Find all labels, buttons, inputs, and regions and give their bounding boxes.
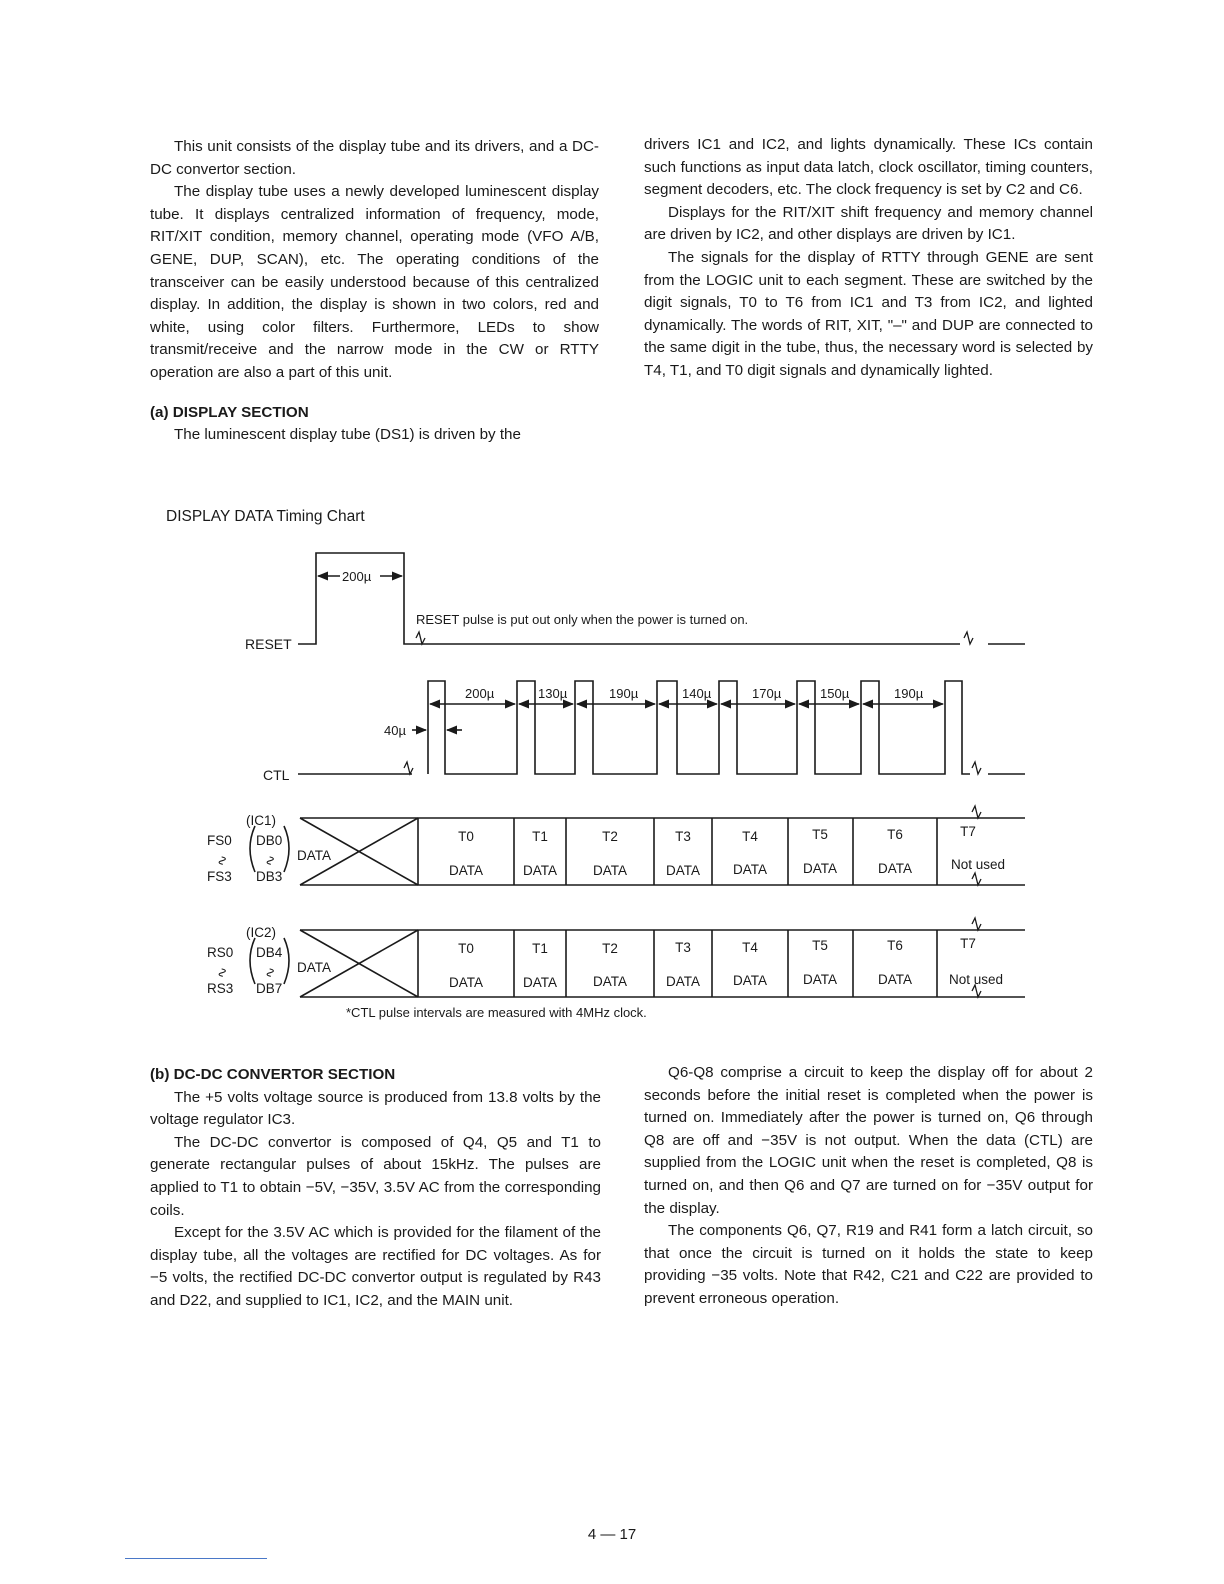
ic2-right-paren [284,938,289,984]
dcdc-column-right [644,1062,1093,1311]
ic2-slot-t1-data: DATA [522,975,558,990]
ic1-data-label: DATA [297,848,332,863]
ic2-slot-t2: T2 [602,941,618,956]
ctl-interval-label-4: 140µ [682,686,712,701]
ic1-slot-t7-note: Not used [950,857,1006,872]
ic2-db-range-mark: ∿ [263,967,278,979]
ic1-db-bottom: DB3 [256,869,283,884]
ic1-slot-t1: T1 [532,829,548,844]
ic2-slot-t5: T5 [812,938,828,953]
ic1-slot-t0-data: DATA [448,863,484,878]
ic2-slot-t3-data: DATA [665,974,701,989]
ic1-slot-t2-data: DATA [592,863,628,878]
ic2-slot-t6: T6 [887,938,903,953]
ic2-slot-t0: T0 [458,941,474,956]
display-section-heading: (a) DISPLAY SECTION [150,403,309,421]
ic2-slot-t5-data: DATA [802,972,838,987]
ic2-slot-t6-data: DATA [877,972,913,987]
reset-width-label: 200µ [342,569,372,584]
ic2-range-mark: ∿ [215,967,230,979]
ic2-slot-t4: T4 [742,940,758,955]
ic1-left-paren [250,826,255,872]
ic2-pin-bottom: RS3 [207,981,234,996]
ctl-interval-label-2: 130µ [538,686,568,701]
ic1-slot-t4-data: DATA [732,862,768,877]
ic2-db-top: DB4 [256,945,283,960]
ctl-interval-label-7: 190µ [894,686,924,701]
ic2-slot-t0-data: DATA [448,975,484,990]
ic2-slot-t7: T7 [960,936,976,951]
ic2-db-bottom: DB7 [256,981,283,996]
timing-chart-title: DISPLAY DATA Timing Chart [166,508,365,525]
display-section-paragraph-1a: The luminescent display tube (DS1) is driven by the [174,426,521,444]
ic1-db-top: DB0 [256,833,283,848]
ic2-slot-t2-data: DATA [592,974,628,989]
ic1-slot-t1-data: DATA [522,863,558,878]
reset-label: RESET [245,636,292,652]
display-section-paragraph-2: Displays for the RIT/XIT shift frequency and memory channel are driven by IC2, and other displays are driven by IC1. [644,203,1093,244]
ic1-pin-top: FS0 [207,833,232,848]
ic1-slot-t3-data: DATA [665,863,701,878]
ic1-slot-t6-data: DATA [877,861,913,876]
intro-paragraph-2: The display tube uses a newly developed luminescent display tube. It displays centralized information of frequency, mode, RIT/XIT condition, memory channel, operating mode (VFO A/B, GENE, DUP, SCAN), etc. The operating conditions of the transceiver can be easily understood because of this centralized display. In addition, the display is shown in two colors, red and white, using color filters. Furthermore, LEDs to show transmit/receive and the narrow mode in the CW or RTTY operation are also a part of this unit. [150,183,599,381]
ic2-bus [300,930,1025,997]
ctl-interval-label-1: 200µ [465,686,495,701]
dcdc-paragraph-2: The DC-DC convertor is composed of Q4, Q5 and T1 to generate rectangular pulses of about 15kHz. The pulses are applied to T1 to obtain −5V, −35V, 3.5V AC from the corresponding coils. [150,1133,601,1219]
ic1-slot-t6: T6 [887,827,903,842]
ic1-slot-t2: T2 [602,829,618,844]
ic2-slot-t4-data: DATA [732,973,768,988]
ic1-range-mark: ∿ [215,855,230,867]
ic1-slot-t4: T4 [742,829,758,844]
dcdc-section-heading: (b) DC-DC CONVERTOR SECTION [150,1066,396,1083]
dcdc-paragraph-1: The +5 volts voltage source is produced from 13.8 volts by the voltage regulator IC3. [150,1088,601,1129]
ctl-interval-label-3: 190µ [609,686,639,701]
ic1-slot-t0: T0 [458,829,474,844]
ic2-slot-t3: T3 [675,940,691,955]
ctl-interval-label-5: 170µ [752,686,782,701]
ctl-label: CTL [263,767,290,783]
ic1-right-paren [284,826,289,872]
dcdc-paragraph-4: Q6-Q8 comprise a circuit to keep the display off for about 2 seconds before the initial reset is completed when the power is turned on. Immediately after the power is turned on, Q6 through Q8 are off and −35V is not output. When the data (CTL) are supplied from the LOGIC unit when the reset is completed, Q8 is turned on, and then Q6 and Q7 are turned on for −35V output for the display. [644,1064,1093,1217]
timing-chart-footnote: *CTL pulse intervals are measured with 4MHz clock. [346,1005,647,1020]
first-pulse-width-label: 40µ [384,723,406,738]
ic2-label: (IC2) [246,925,276,940]
ic1-label: (IC1) [246,813,276,828]
dcdc-column-left [150,1064,601,1313]
dcdc-paragraph-5: The components Q6, Q7, R19 and R41 form a latch circuit, so that once the circuit is turned on it holds the state to keep providing −35 volts. Note that R42, C21 and C22 are provided to prevent erroneous operation. [644,1222,1093,1307]
ic1-slot-t3: T3 [675,829,691,844]
ic2-pin-top: RS0 [207,945,234,960]
ic1-db-range-mark: ∿ [263,855,278,867]
page-number: 4 — 17 [587,1526,637,1543]
ic1-bus [300,818,1025,885]
intro-paragraph-1: This unit consists of the display tube and its drivers, and a DC-DC convertor section. [150,138,599,178]
display-section-paragraph-1b: drivers IC1 and IC2, and lights dynamically. These ICs contain such functions as input data latch, clock oscillator, timing counters, segment decoders, etc. The clock frequency is set by C2 and C6. [644,136,1093,199]
display-section-paragraph-3: The signals for the display of RTTY through GENE are sent from the LOGIC unit to each segment. These are switched by the digit signals, T0 to T6 from IC1 and T3 from IC2, and lighted dynamically. The words of RIT, XIT, "–" and DUP are connected to the same digit in the tube, thus, the necessary word is selected by T4, T1, and T0 digit signals and dynamically lighted. [644,248,1093,379]
ic1-slot-t7: T7 [960,824,976,839]
reset-note: RESET pulse is put out only when the power is turned on. [416,612,749,627]
footer-rule [125,1558,267,1559]
ic1-slot-t5: T5 [812,827,828,842]
ic2-left-paren [250,938,255,984]
ic2-slot-t7-note: Not used [948,972,1004,987]
ic2-data-label: DATA [297,960,332,975]
ic1-pin-bottom: FS3 [207,869,232,884]
ctl-interval-label-6: 150µ [820,686,850,701]
ic1-slot-t5-data: DATA [802,861,838,876]
ic2-slot-t1: T1 [532,941,548,956]
dcdc-paragraph-3: Except for the 3.5V AC which is provided for the filament of the display tube, all the voltages are rectified for DC voltages. As for −5 volts, the rectified DC-DC convertor output is regulated by R43 and D22, and supplied to IC1, IC2, and the MAIN unit. [150,1224,601,1309]
reset-waveform [298,553,960,644]
